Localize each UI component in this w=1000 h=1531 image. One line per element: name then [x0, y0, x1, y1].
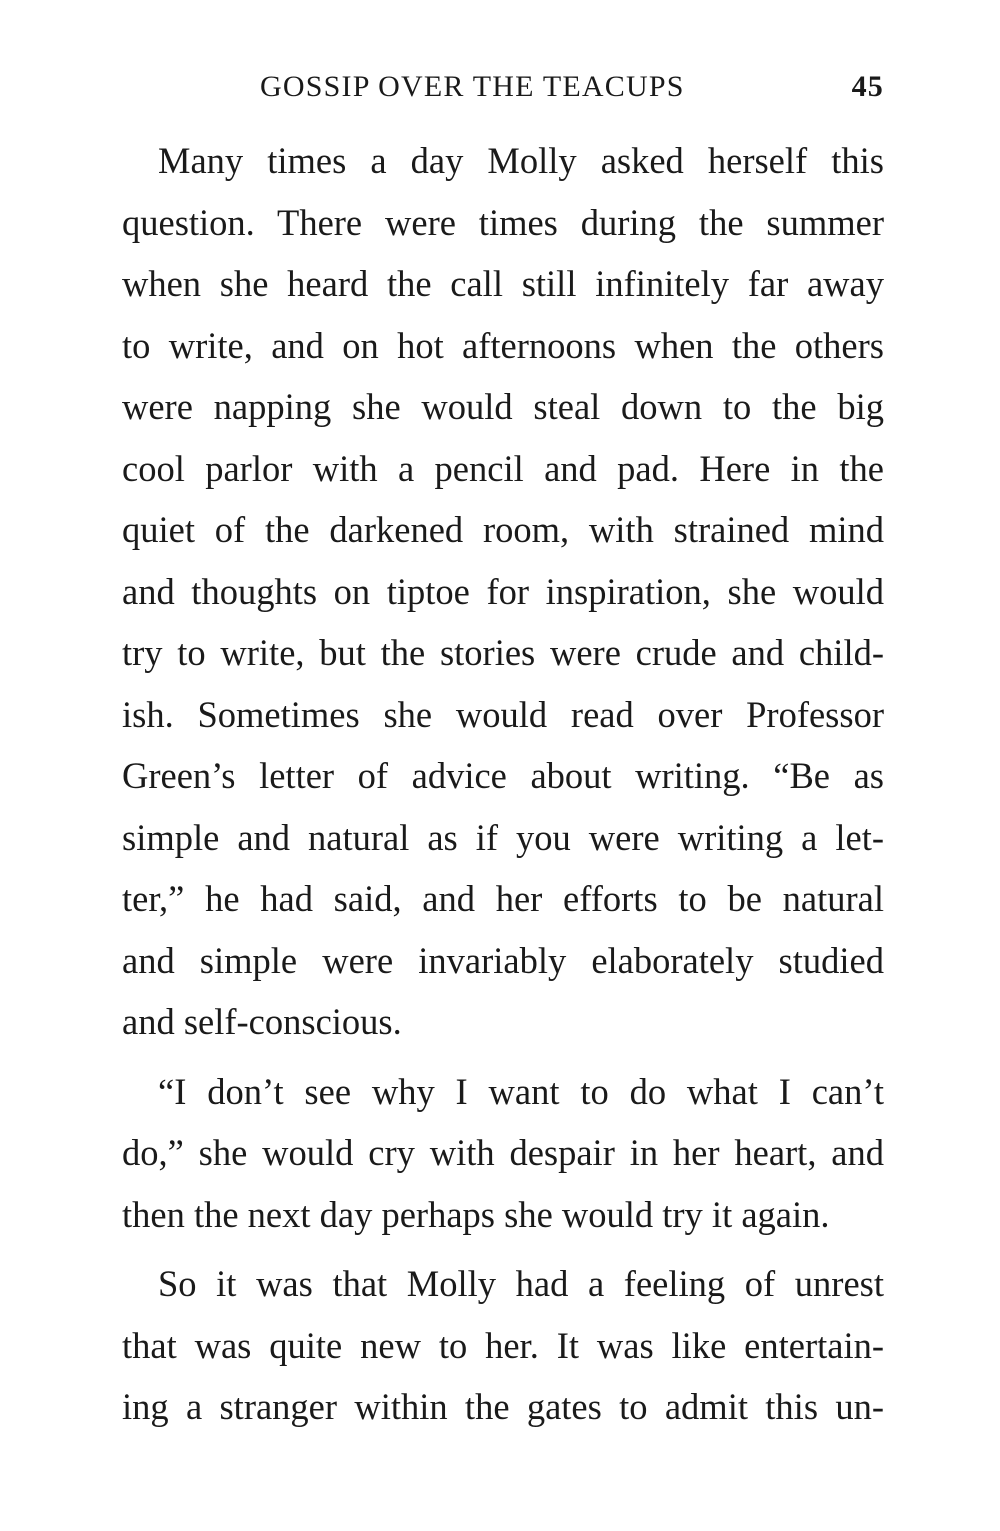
- text-line: question. There were times during the summer: [122, 201, 884, 243]
- text-line: So it was that Molly had a feeling of unrest: [158, 1263, 884, 1304]
- text-line: try to write, but the stories were crude and child-: [122, 632, 884, 673]
- paragraph-2: [122, 1061, 884, 1246]
- text-line: ish. Sometimes she would read over Professor: [122, 693, 884, 735]
- text-line: to write, and on hot afternoons when the others: [122, 324, 884, 366]
- text-line: cool parlor with a pencil and pad. Here in the: [122, 447, 884, 489]
- body-text: [122, 130, 884, 1446]
- text-line: “I don’t see why I want to do what I can’t: [158, 1070, 884, 1112]
- text-line: quiet of the darkened room, with strained mind: [122, 509, 884, 550]
- running-head: [122, 70, 884, 114]
- text-line: then the next day perhaps she would try it again.: [122, 1193, 830, 1235]
- text-line: when she heard the call still infinitely far away: [122, 263, 884, 304]
- text-line: and thoughts on tiptoe for inspiration, she would: [122, 570, 884, 612]
- paragraph-3: [122, 1253, 884, 1438]
- text-line: Green’s letter of advice about writing. “Be as: [122, 755, 884, 796]
- text-line: do,” she would cry with despair in her heart, and: [122, 1132, 884, 1173]
- text-line: that was quite new to her. It was like entertain-: [122, 1324, 884, 1366]
- text-line: were napping she would steal down to the big: [122, 386, 884, 427]
- text-line: and self-conscious.: [122, 1001, 402, 1042]
- paragraph-1: [122, 130, 884, 1053]
- running-title: GOSSIP OVER THE TEACUPS: [260, 70, 685, 103]
- text-line: simple and natural as if you were writing a let-: [122, 816, 884, 858]
- text-line: and simple were invariably elaborately studied: [122, 939, 884, 981]
- text-line: ing a stranger within the gates to admit this un-: [122, 1386, 884, 1427]
- text-line: ter,” he had said, and her efforts to be natural: [122, 878, 884, 919]
- text-line: Many times a day Molly asked herself this: [158, 140, 884, 181]
- page-number: 45: [851, 70, 884, 103]
